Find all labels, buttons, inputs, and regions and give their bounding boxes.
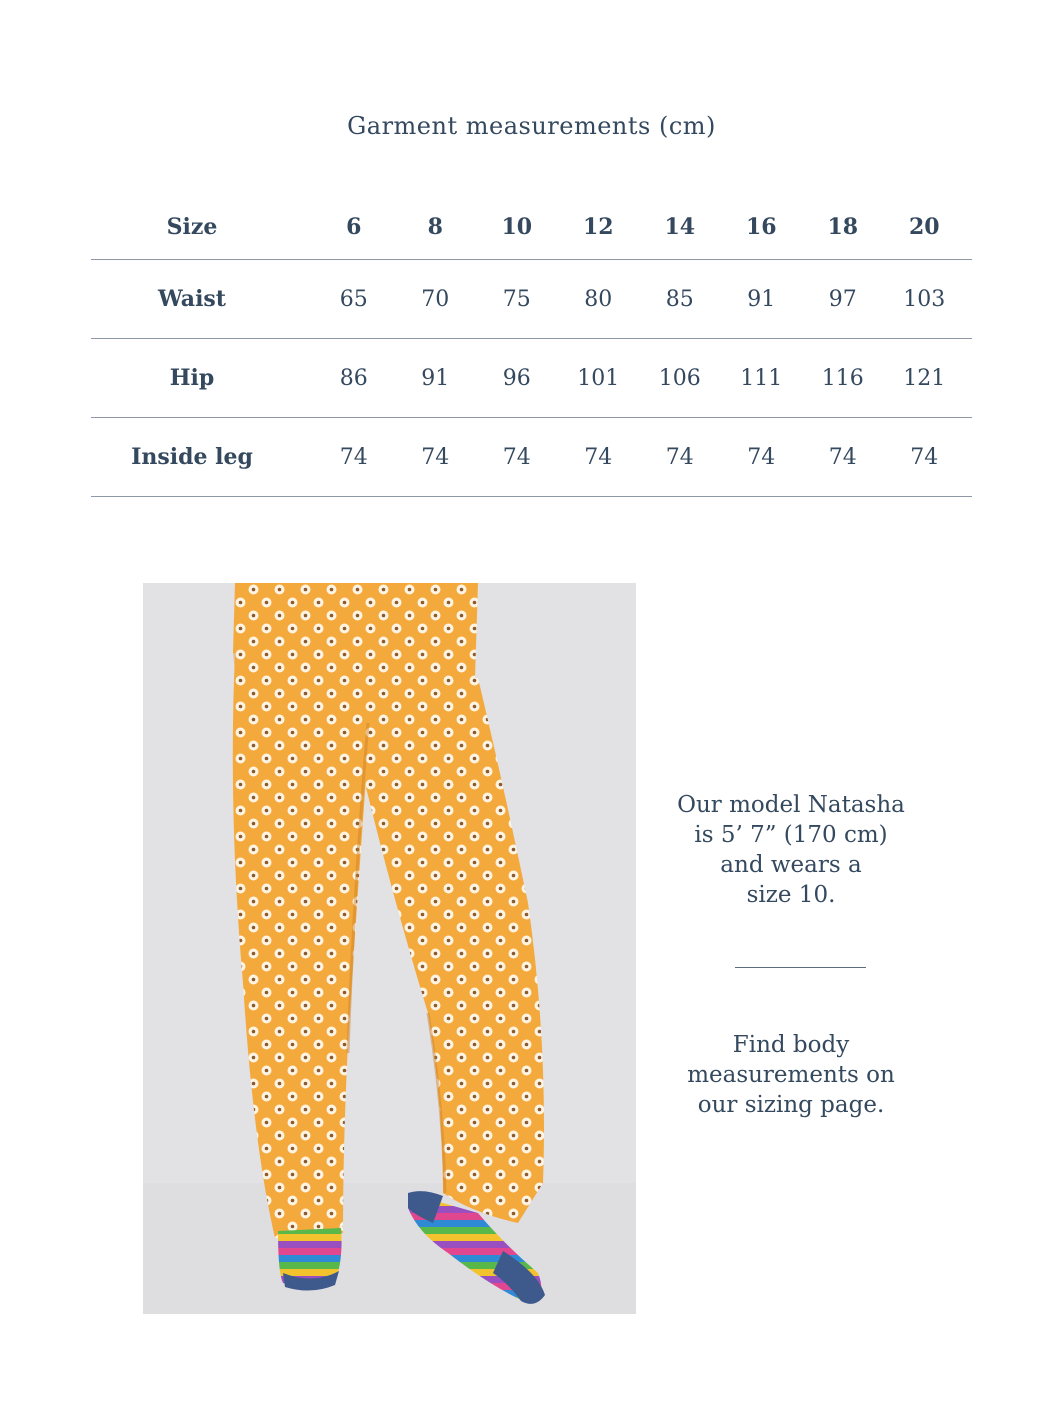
table-cell: 74 <box>584 444 613 470</box>
size-cell: 6 <box>346 214 362 240</box>
table-cell: 106 <box>658 365 701 391</box>
size-table <box>91 195 972 497</box>
table-cell: 103 <box>903 286 946 312</box>
model-info-line: and wears a <box>720 852 862 878</box>
model-info-line: is 5’ 7” (170 cm) <box>694 822 888 848</box>
size-cell: 12 <box>582 214 614 240</box>
table-cell: 80 <box>584 286 613 312</box>
table-cell: 121 <box>903 365 946 391</box>
table-cell: 74 <box>339 444 368 470</box>
product-photo <box>143 583 636 1314</box>
table-cell: 111 <box>740 365 783 391</box>
table-cell: 74 <box>747 444 776 470</box>
table-cell: 74 <box>828 444 857 470</box>
size-cell: 18 <box>827 214 859 240</box>
size-cell: 10 <box>501 214 533 240</box>
size-cell: 14 <box>664 214 696 240</box>
size-cell: 20 <box>908 214 940 240</box>
table-cell: 96 <box>502 365 531 391</box>
row-label: Waist <box>158 286 226 312</box>
table-cell: 85 <box>665 286 694 312</box>
row-label: Inside leg <box>131 444 253 470</box>
trousers-illustration <box>143 583 636 1314</box>
row-label: Hip <box>169 365 215 391</box>
table-cell: 70 <box>421 286 450 312</box>
model-info-line: size 10. <box>746 882 836 908</box>
table-cell: 74 <box>502 444 531 470</box>
table-cell: 74 <box>421 444 450 470</box>
table-cell: 116 <box>821 365 864 391</box>
table-cell: 75 <box>502 286 531 312</box>
model-info <box>655 790 927 910</box>
model-info-line: Our model Natasha <box>677 792 905 818</box>
table-row-inside-leg <box>91 418 972 497</box>
table-cell: 74 <box>665 444 694 470</box>
table-cell: 101 <box>577 365 620 391</box>
table-cell: 91 <box>421 365 450 391</box>
sizing-info-line: Find body <box>732 1032 850 1058</box>
table-cell: 86 <box>339 365 368 391</box>
table-cell: 74 <box>910 444 939 470</box>
table-row-hip <box>91 339 972 418</box>
table-cell: 65 <box>339 286 368 312</box>
table-row-waist <box>91 260 972 339</box>
sizing-info-line: measurements on <box>687 1062 895 1088</box>
table-header-row <box>91 195 972 260</box>
size-cell: 8 <box>427 214 443 240</box>
sizing-info <box>655 1030 927 1120</box>
table-cell: 91 <box>747 286 776 312</box>
size-cell: 16 <box>745 214 777 240</box>
table-cell: 97 <box>828 286 857 312</box>
header-label: Size <box>166 214 218 240</box>
divider <box>735 967 866 968</box>
page-title: Garment measurements (cm) <box>347 112 716 140</box>
sizing-info-line: our sizing page. <box>697 1092 885 1118</box>
